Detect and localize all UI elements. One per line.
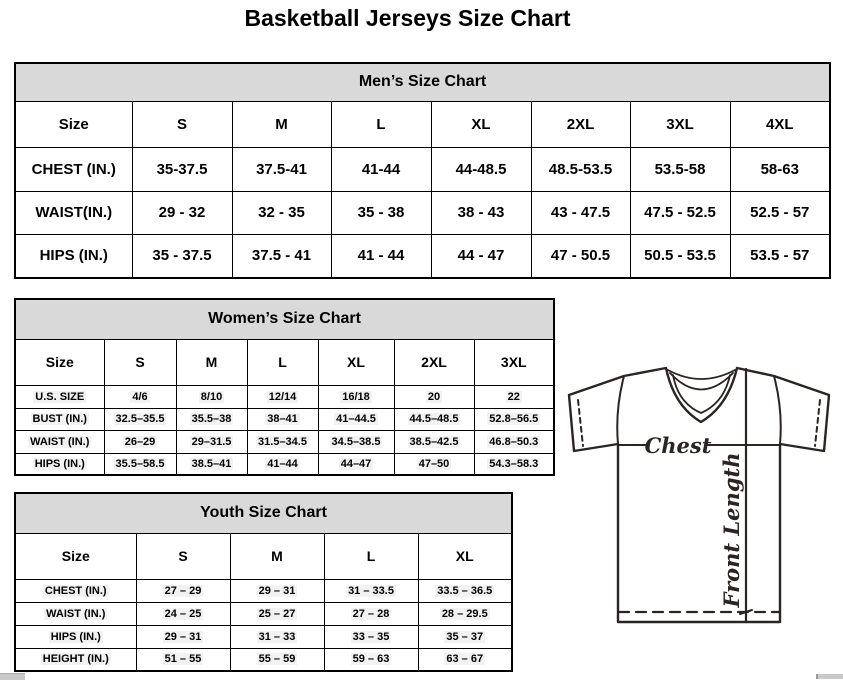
- youth-cell: 35 – 37: [418, 625, 512, 648]
- womens-row-label: U.S. SIZE: [15, 385, 104, 408]
- mens-row-label: CHEST (IN.): [15, 147, 132, 191]
- mens-cell: 43 - 47.5: [531, 191, 630, 234]
- womens-cell: 32.5–35.5: [104, 408, 176, 430]
- youth-col-header-s: S: [136, 533, 230, 579]
- womens-row-label: BUST (IN.): [15, 408, 104, 430]
- mens-col-header-3xl: 3XL: [630, 101, 730, 147]
- mens-col-header-m: M: [232, 101, 331, 147]
- youth-cell: 29 – 31: [136, 625, 230, 648]
- womens-cell: 16/18: [318, 385, 394, 408]
- mens-cell: 37.5 - 41: [232, 234, 331, 278]
- youth-cell: 31 – 33.5: [324, 579, 418, 602]
- womens-row-label: WAIST (IN.): [15, 430, 104, 453]
- youth-col-header-m: M: [230, 533, 324, 579]
- youth-chart-title: Youth Size Chart: [15, 493, 512, 533]
- mens-cell: 44-48.5: [431, 147, 531, 191]
- youth-row-label: WAIST (IN.): [15, 602, 136, 625]
- mens-cell: 41 - 44: [331, 234, 431, 278]
- mens-row-label: WAIST(IN.): [15, 191, 132, 234]
- youth-cell: 27 – 28: [324, 602, 418, 625]
- mens-col-header-l: L: [331, 101, 431, 147]
- youth-cell: 63 – 67: [418, 648, 512, 671]
- womens-cell: 35.5–58.5: [104, 453, 176, 475]
- mens-cell: 35-37.5: [132, 147, 232, 191]
- mens-cell: 32 - 35: [232, 191, 331, 234]
- womens-cell: 22: [474, 385, 554, 408]
- youth-col-header-xl: XL: [418, 533, 512, 579]
- womens-cell: 26–29: [104, 430, 176, 453]
- womens-cell: 29–31.5: [176, 430, 247, 453]
- youth-cell: 25 – 27: [230, 602, 324, 625]
- womens-cell: 41–44: [247, 453, 318, 475]
- youth-cell: 33 – 35: [324, 625, 418, 648]
- mens-cell: 53.5-58: [630, 147, 730, 191]
- mens-col-header-xl: XL: [431, 101, 531, 147]
- chest-label: Chest: [644, 433, 712, 458]
- mens-cell: 52.5 - 57: [730, 191, 830, 234]
- mens-cell: 29 - 32: [132, 191, 232, 234]
- jersey-diagram-svg: [556, 364, 842, 630]
- youth-cell: 24 – 25: [136, 602, 230, 625]
- mens-col-header-4xl: 4XL: [730, 101, 830, 147]
- youth-col-header-size: Size: [15, 533, 136, 579]
- youth-cell: 33.5 – 36.5: [418, 579, 512, 602]
- mens-cell: 50.5 - 53.5: [630, 234, 730, 278]
- womens-size-chart-table: [14, 298, 555, 476]
- womens-cell: 35.5–38: [176, 408, 247, 430]
- womens-cell: 31.5–34.5: [247, 430, 318, 453]
- mens-row-label: HIPS (IN.): [15, 234, 132, 278]
- womens-col-header-l: L: [247, 339, 318, 385]
- mens-cell: 35 - 37.5: [132, 234, 232, 278]
- womens-col-header-m: M: [176, 339, 247, 385]
- youth-cell: 51 – 55: [136, 648, 230, 671]
- youth-cell: 27 – 29: [136, 579, 230, 602]
- womens-cell: 46.8–50.3: [474, 430, 554, 453]
- womens-cell: 47–50: [394, 453, 474, 475]
- youth-row-label: HEIGHT (IN.): [15, 648, 136, 671]
- womens-cell: 38.5–41: [176, 453, 247, 475]
- mens-cell: 58-63: [730, 147, 830, 191]
- womens-cell: 52.8–56.5: [474, 408, 554, 430]
- youth-cell: 31 – 33: [230, 625, 324, 648]
- mens-cell: 41-44: [331, 147, 431, 191]
- womens-cell: 8/10: [176, 385, 247, 408]
- youth-cell: 29 – 31: [230, 579, 324, 602]
- youth-size-chart-table: [14, 492, 513, 672]
- womens-col-header-2xl: 2XL: [394, 339, 474, 385]
- mens-cell: 35 - 38: [331, 191, 431, 234]
- mens-cell: 53.5 - 57: [730, 234, 830, 278]
- youth-col-header-l: L: [324, 533, 418, 579]
- mens-cell: 47 - 50.5: [531, 234, 630, 278]
- youth-cell: 28 – 29.5: [418, 602, 512, 625]
- womens-cell: 34.5–38.5: [318, 430, 394, 453]
- womens-col-header-3xl: 3XL: [474, 339, 554, 385]
- womens-cell: 12/14: [247, 385, 318, 408]
- mens-cell: 37.5-41: [232, 147, 331, 191]
- mens-cell: 48.5-53.5: [531, 147, 630, 191]
- youth-cell: 55 – 59: [230, 648, 324, 671]
- mens-col-header-s: S: [132, 101, 232, 147]
- mens-size-chart-table: [14, 62, 831, 279]
- womens-cell: 54.3–58.3: [474, 453, 554, 475]
- womens-col-header-xl: XL: [318, 339, 394, 385]
- front-length-label: Front Length: [719, 452, 744, 608]
- mens-col-header-2xl: 2XL: [531, 101, 630, 147]
- womens-row-label: HIPS (IN.): [15, 453, 104, 475]
- womens-cell: 4/6: [104, 385, 176, 408]
- mens-cell: 44 - 47: [431, 234, 531, 278]
- mens-cell: 47.5 - 52.5: [630, 191, 730, 234]
- mens-cell: 38 - 43: [431, 191, 531, 234]
- womens-col-header-s: S: [104, 339, 176, 385]
- youth-row-label: HIPS (IN.): [15, 625, 136, 648]
- page-title: Basketball Jerseys Size Chart: [244, 5, 571, 31]
- womens-cell: 44.5–48.5: [394, 408, 474, 430]
- womens-cell: 38–41: [247, 408, 318, 430]
- womens-cell: 38.5–42.5: [394, 430, 474, 453]
- collar-rib-line-1: [668, 370, 735, 379]
- jersey-outline: [569, 368, 829, 622]
- youth-cell: 59 – 63: [324, 648, 418, 671]
- womens-cell: 41–44.5: [318, 408, 394, 430]
- bottom-right-ui-fragment: [816, 674, 843, 679]
- womens-col-header-size: Size: [15, 339, 104, 385]
- womens-cell: 44–47: [318, 453, 394, 475]
- mens-chart-title: Men’s Size Chart: [15, 63, 830, 101]
- womens-chart-title: Women’s Size Chart: [15, 299, 554, 339]
- youth-row-label: CHEST (IN.): [15, 579, 136, 602]
- womens-cell: 20: [394, 385, 474, 408]
- jersey-measurement-diagram: [556, 364, 842, 630]
- mens-col-header-size: Size: [15, 101, 132, 147]
